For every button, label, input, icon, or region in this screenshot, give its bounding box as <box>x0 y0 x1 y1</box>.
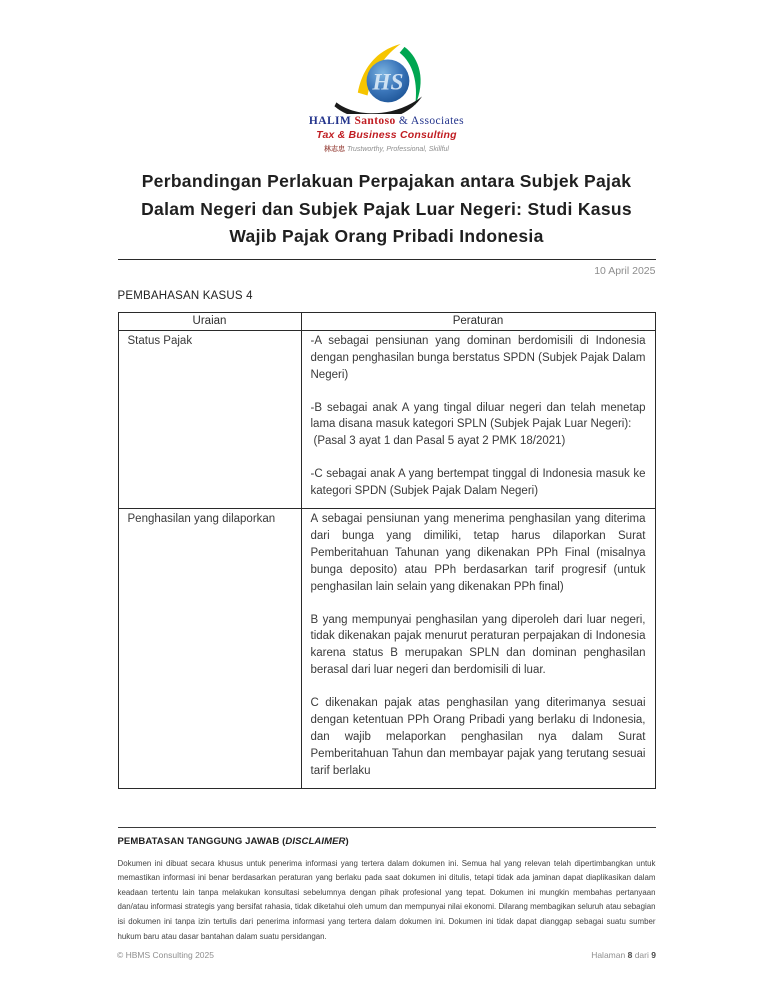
cell-uraian-status-pajak: Status Pajak <box>118 330 301 508</box>
disclaimer-heading-suffix: ) <box>345 835 349 847</box>
company-name-santoso: Santoso <box>354 115 396 127</box>
globe-letters: HS <box>371 69 404 96</box>
table-row-status-pajak <box>118 330 655 508</box>
paragraph: -A sebagai pensiunan yang dominan berdomisili di Indonesia dengan penghasilan bunga berstatus SPDN (Subjek Pajak Dalam Negeri) <box>310 334 646 381</box>
company-name-associates: & Associates <box>398 115 465 127</box>
document-title: Perbandingan Perlakuan Perpajakan antara Subjek Pajak Dalam Negeri dan Subjek Pajak Luar Negeri: Studi Kasus Wajib Pajak Orang Pribadi Indonesia <box>141 171 632 247</box>
disclaimer-heading-italic: DISCLAIMER <box>285 835 346 847</box>
footer-page-total: 9 <box>651 950 656 960</box>
footer-page-label: Halaman <box>591 950 626 960</box>
footer-page-mid-label: dari <box>634 950 649 960</box>
case-comparison-table <box>118 312 656 789</box>
section-heading: PEMBAHASAN KASUS 4 <box>117 289 253 302</box>
company-motto-english: Trustworthy, Professional, Skillful <box>346 146 449 153</box>
paragraph: -C sebagai anak A yang bertempat tinggal di Indonesia masuk ke kategori SPDN (Subjek Pajak Dalam Negeri) <box>310 468 646 498</box>
cell-peraturan-status-pajak <box>301 330 655 508</box>
logo-triangle-globe-icon <box>328 42 446 114</box>
footer-page-current: 8 <box>627 950 633 960</box>
company-name <box>0 115 773 127</box>
page-footer <box>117 950 656 960</box>
footer-copyright: © HBMS Consulting 2025 <box>117 950 214 960</box>
paragraph-legal-reference: (Pasal 3 ayat 1 dan Pasal 5 ayat 2 PMK 18/2021) <box>313 435 566 448</box>
disclaimer-heading-prefix: PEMBATASAN TANGGUNG JAWAB ( <box>117 835 286 847</box>
cell-peraturan-penghasilan <box>301 509 655 788</box>
title-divider <box>118 259 656 260</box>
document-date: 10 April 2025 <box>594 264 656 277</box>
company-motto <box>0 144 773 154</box>
table-header-peraturan: Peraturan <box>301 312 655 330</box>
paragraph: B yang mempunyai penghasilan yang diperoleh dari luar negeri, tidak dikenakan pajak menurut peraturan perpajakan di Indonesia karena status B merupakan SPLN dan dominan penghasilan berasal dari luar negeri dan berdomisili di luar. <box>310 613 646 677</box>
paragraph: C dikenakan pajak atas penghasilan yang diterimanya sesuai dengan ketentuan PPh Orang Pribadi yang berlaku di Indonesia, dan wajib melaporkan penghasilan nya dalam Surat Pemberitahuan Tahun dan membayar pajak yang terutang sesuai tarif berlaku <box>310 697 646 777</box>
disclaimer-heading <box>118 836 656 847</box>
company-name-halim: HALIM <box>308 115 352 127</box>
table-header-row <box>118 312 655 330</box>
company-motto-chinese: 林志忠 <box>323 146 345 153</box>
table-header-uraian: Uraian <box>118 312 301 330</box>
table-row-penghasilan <box>118 509 655 788</box>
cell-uraian-penghasilan: Penghasilan yang dilaporkan <box>118 509 301 788</box>
disclaimer-section <box>118 827 656 945</box>
paragraph: A sebagai pensiunan yang menerima penghasilan yang diterima dari bunga yang dimiliki, tetap harus dilaporkan Surat Pemberitahuan Tahunan yang dikenakan PPh Final (misalnya bunga deposito) atau PPh berdasarkan tarif progresif (untuk penghasilan lain selain yang dikenakan PPh final) <box>310 513 646 593</box>
company-logo <box>0 0 773 154</box>
footer-page-indicator <box>591 950 656 960</box>
disclaimer-body: Dokumen ini dibuat secara khusus untuk penerima informasi yang tertera dalam dokumen ini. Semua hal yang relevan telah dipertimbangkan untuk memastikan informasi ini benar berdasarkan peraturan yang berlaku pada saat dokumen ini ditulis, tetapi tidak ada jaminan dapat diaplikasikan dalam keadaan tertentu lain tanpa melakukan konsultasi sebelumnya dengan pihak profesional yang tepat. Dokumen ini mungkin membahas pertanyaan dan/atau informasi strategis yang bersifat rahasia, tidak diketahui oleh umum dan mempunyai nilai ekonomi. Dilarang membagikan seluruh atau sebagian isi dokumen ini tanpa izin tertulis dari penerima informasi yang tertera dalam dokumen ini. Dokumen ini tidak dapat dianggap sebagai suatu sumber hukum baru atau dasar bantahan dalam suatu persidangan. <box>117 858 656 941</box>
paragraph: -B sebagai anak A yang tingal diluar negeri dan telah menetap lama disana masuk kategori SPLN (Subjek Pajak Luar Negeri): <box>310 401 646 431</box>
company-tagline: Tax & Business Consulting <box>316 129 457 141</box>
